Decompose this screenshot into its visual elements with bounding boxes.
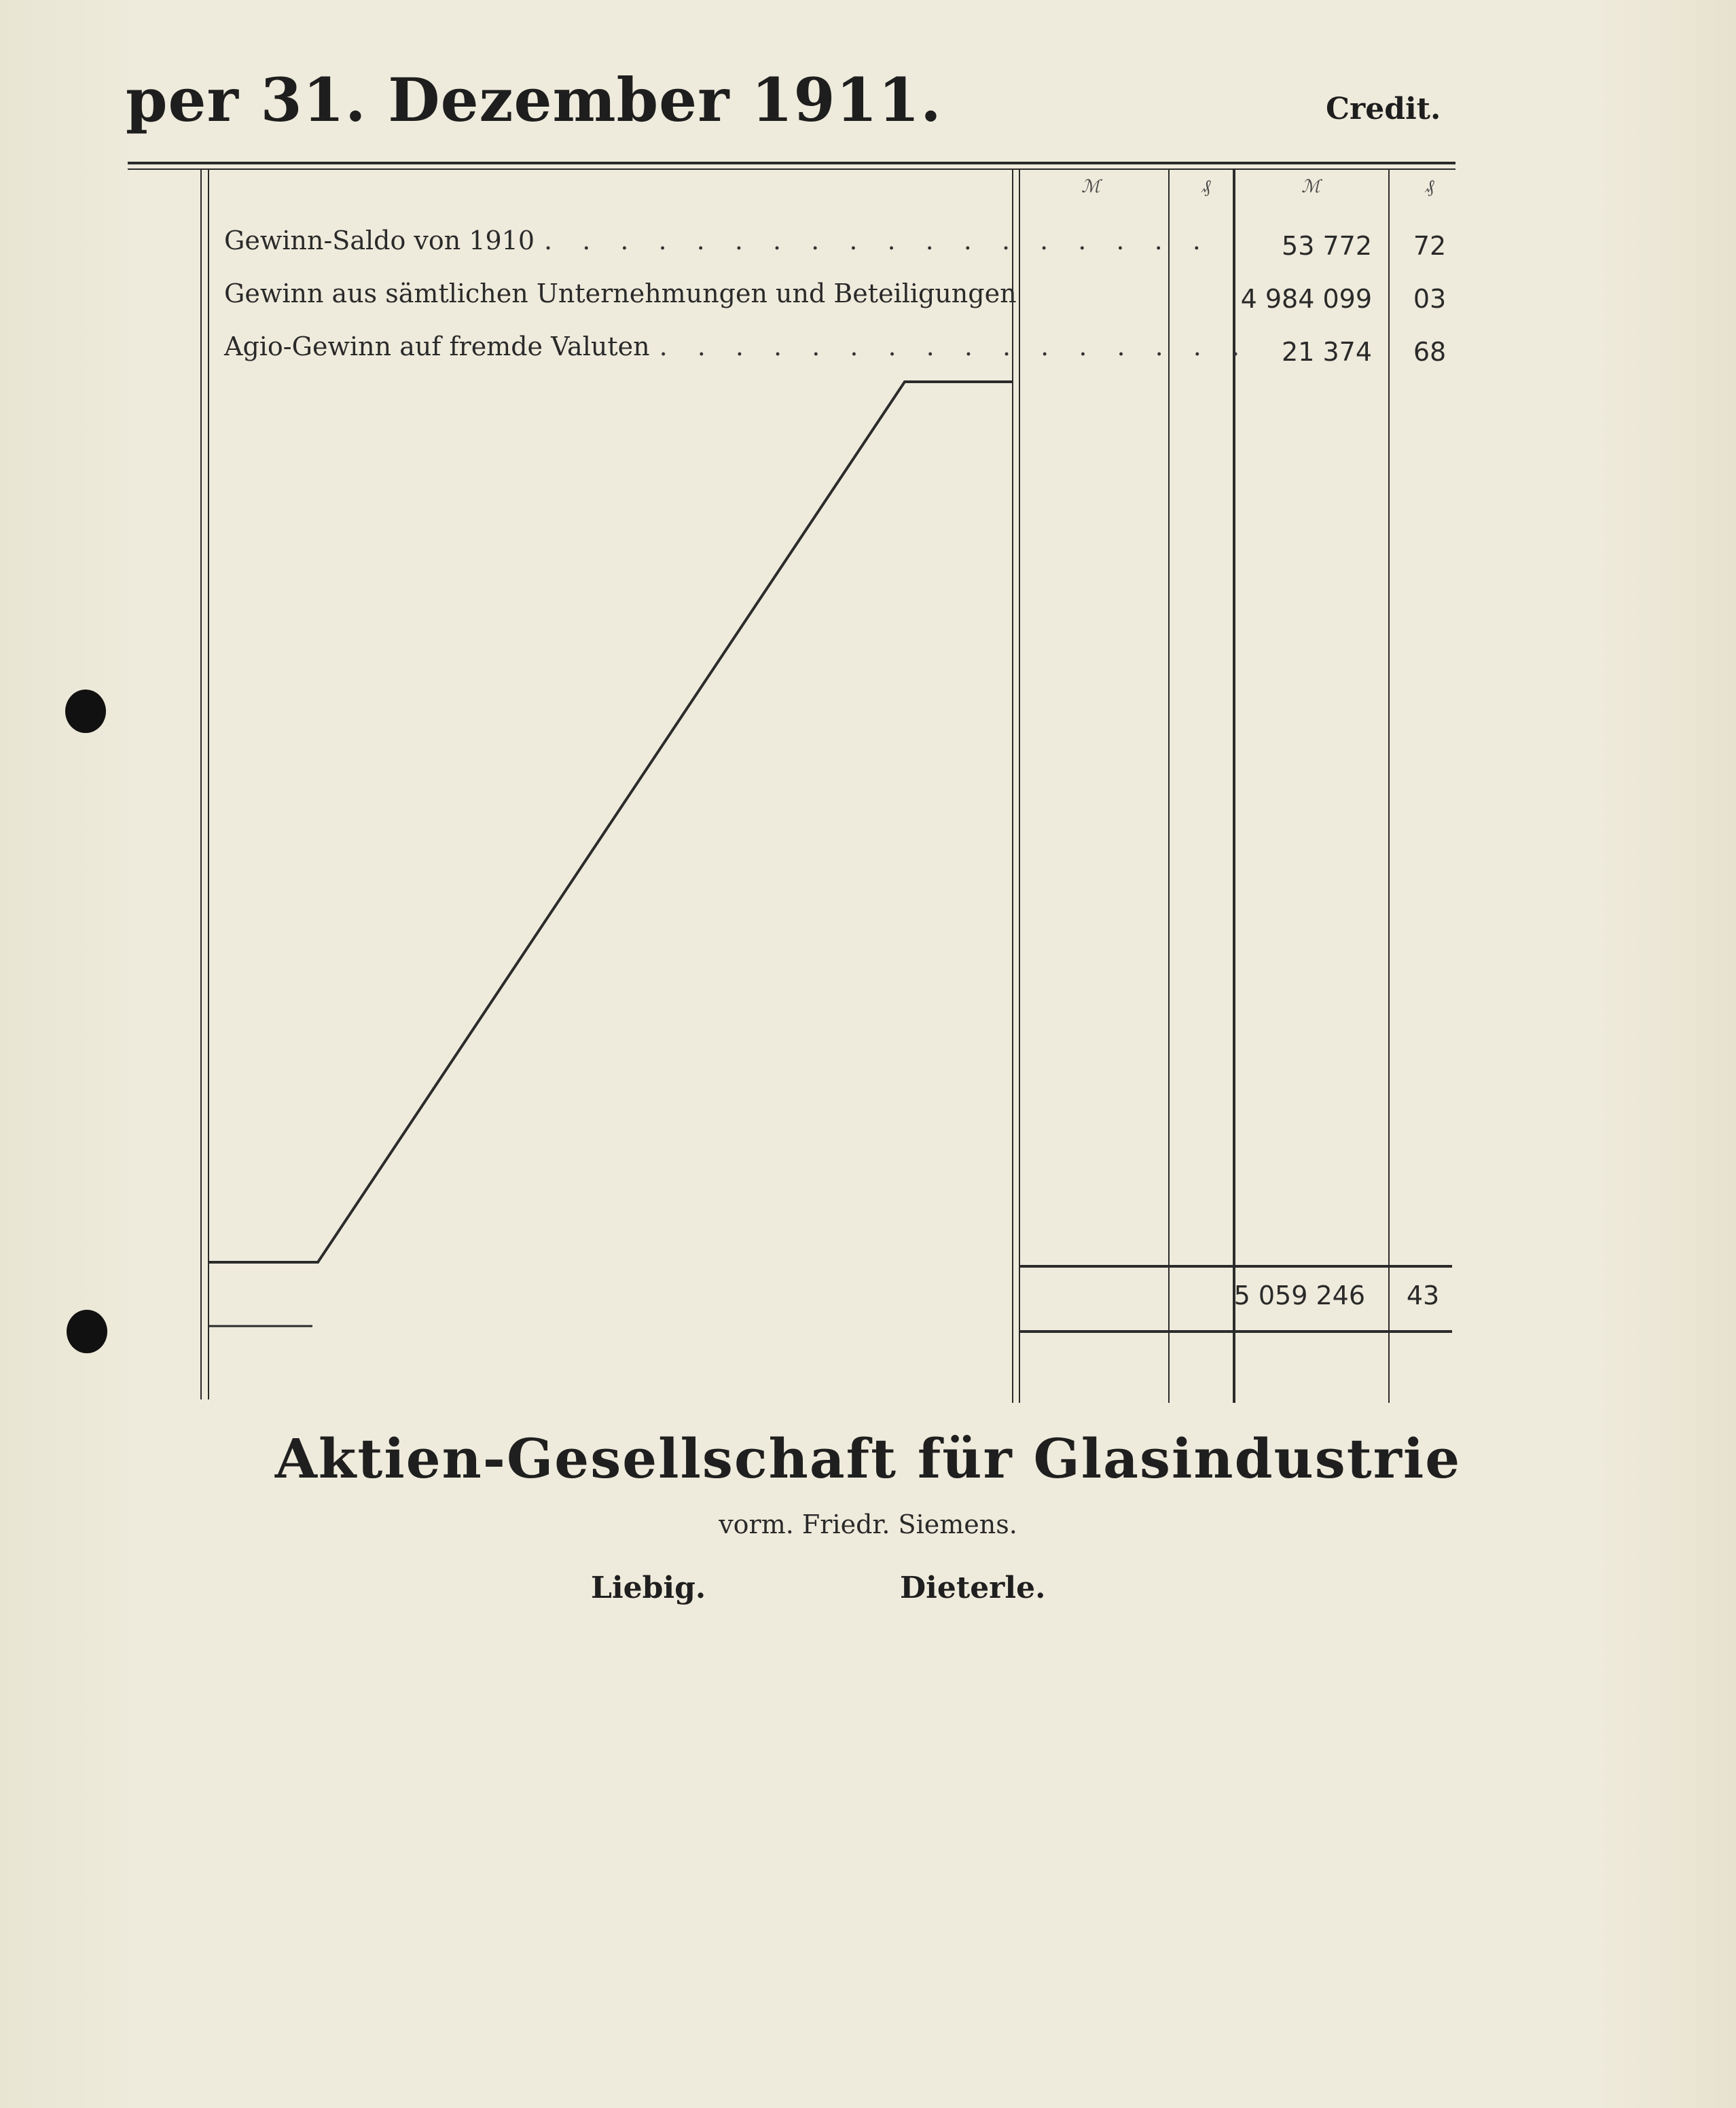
row-amount-mark: 53 772 [1282, 231, 1372, 261]
row-amount-mark: 4 984 099 [1240, 284, 1372, 314]
row-amount-mark: 21 374 [1282, 337, 1372, 367]
punch-hole [67, 1310, 107, 1353]
row-leader-dots: . . . . . . . . . . . . . . . . [659, 332, 1251, 361]
column-unit: ₰ [1201, 177, 1211, 197]
column-unit: ℳ [1301, 177, 1320, 197]
column-unit: ℳ [1081, 177, 1100, 197]
left-rule [200, 170, 202, 1399]
row-label: Agio-Gewinn auf fremde Valuten [224, 332, 650, 361]
ledger-row [224, 332, 1251, 372]
ledger-row [224, 279, 1017, 319]
row-label: Gewinn-Saldo von 1910 [224, 226, 535, 255]
row-label: Gewinn aus sämtlichen Unternehmungen und Beteiligungen [224, 279, 1017, 308]
company-name: Aktien-Gesellschaft für Glasindustrie [274, 1427, 1462, 1490]
row-leader-dots: . . . . . . . . . . . . . . . . . . [544, 226, 1212, 255]
punch-hole [65, 690, 106, 733]
signature: Dieterle. [900, 1571, 1046, 1605]
column-rule [1388, 170, 1390, 1403]
total-amount-mark: 5 059 246 [1233, 1281, 1365, 1310]
credit-heading: Credit. [1326, 92, 1441, 126]
row-amount-pfennig: 68 [1413, 337, 1447, 367]
total-amount-pfennig: 43 [1406, 1281, 1440, 1310]
column-unit: ₰ [1425, 177, 1434, 197]
top-rule [128, 162, 1455, 164]
total-rule [1019, 1330, 1452, 1333]
signature: Liebig. [591, 1571, 706, 1605]
top-rule [128, 168, 1455, 170]
total-rule [1019, 1265, 1452, 1268]
row-amount-pfennig: 72 [1413, 231, 1447, 261]
company-subtitle: vorm. Friedr. Siemens. [719, 1509, 1017, 1539]
page-title: per 31. Dezember 1911. [126, 65, 942, 135]
row-amount-pfennig: 03 [1413, 284, 1447, 314]
left-rule [208, 170, 209, 1399]
ledger-row [224, 226, 1212, 266]
